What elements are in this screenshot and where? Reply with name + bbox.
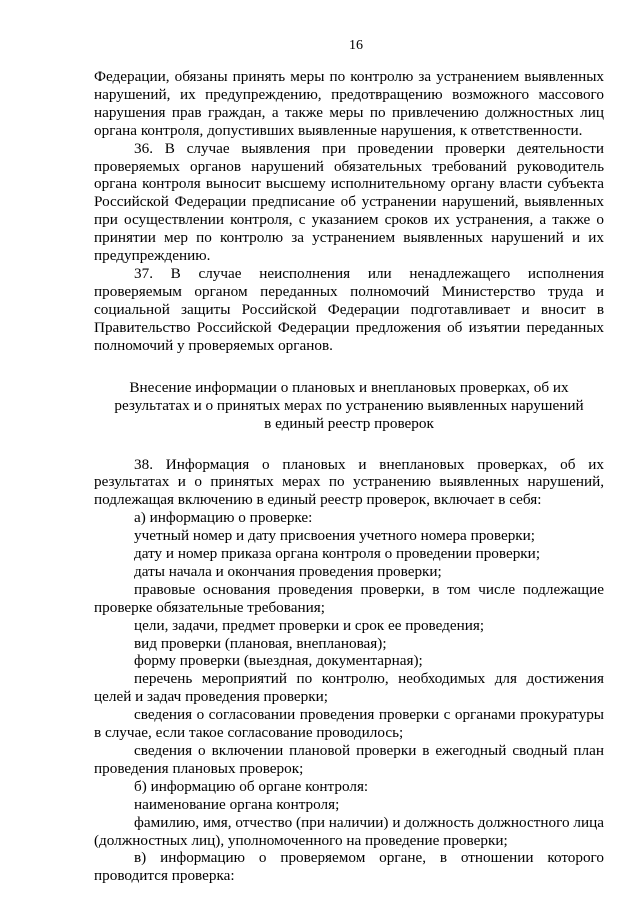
- paragraph-37: 37. В случае неисполнения или ненадлежащего исполнения проверяемым органом переданных полномочий Министерство труда и социальной защиты Российской Федерации подготавливает и вносит в Правительство Российской Федерации предложения об изъятии переданных полномочий у проверяемых органов.: [94, 264, 604, 354]
- section-heading-line: в единый реестр проверок: [264, 414, 434, 432]
- paragraph-continuation: Федерации, обязаны принять меры по контролю за устранением выявленных нарушений, их предупреждению, предотвращению возможного массового нарушения прав граждан, а также меры по привлечению должностных лиц органа контроля, допустивших выявленные нарушения, к ответственности.: [94, 68, 604, 139]
- section-heading: [94, 379, 604, 433]
- list-item: сведения о включении плановой проверки в ежегодный сводный план проведения плановых проверок;: [94, 742, 604, 777]
- document-page: [94, 38, 604, 885]
- page-number: 16: [349, 38, 363, 53]
- list-item: наименование органа контроля;: [134, 795, 340, 813]
- list-item: фамилию, имя, отчество (при наличии) и должность должностного лица (должностных лиц), уполномоченного на проведение проверки;: [94, 813, 604, 849]
- section-heading-line: результатах и о принятых мерах по устранению выявленных нарушений: [114, 396, 584, 414]
- list-item: даты начала и окончания проведения проверки;: [134, 562, 442, 580]
- paragraph-36: 36. В случае выявления при проведении проверки деятельности проверяемых органов нарушений обязательных требований руководитель органа контроля выносит высшему исполнительному органу власти субъекта Российской Федерации предписание об устранении нарушений, выявленных при осуществлении контроля, с указанием сроков их устранения, а также о принятии мер по контролю за устранением выявленных нарушений и их предупреждению.: [94, 139, 604, 265]
- list-item: учетный номер и дату присвоения учетного номера проверки;: [134, 527, 536, 545]
- list-item: форму проверки (выездная, документарная);: [134, 652, 423, 670]
- list-item-a: а) информацию о проверке:: [134, 509, 313, 527]
- list-item-v: в) информацию о проверяемом органе, в отношении которого проводится проверка:: [94, 849, 604, 885]
- section-heading-line: Внесение информации о плановых и внеплановых проверках, об их: [129, 378, 569, 396]
- list-item: правовые основания проведения проверки, в том числе подлежащие проверке обязательные требования;: [94, 580, 604, 616]
- list-item: перечень мероприятий по контролю, необходимых для достижения целей и задач проведения проверки;: [94, 670, 604, 706]
- paragraph-38: 38. Информация о плановых и внеплановых проверках, об их результатах и о принятых мерах по устранению выявленных нарушений, подлежащая включению в единый реестр проверок, включает в себя:: [94, 455, 604, 509]
- list-item: дату и номер приказа органа контроля о проведении проверки;: [134, 545, 541, 563]
- list-item: сведения о согласовании проведения проверки с органами прокуратуры в случае, если такое согласование проводилось;: [94, 706, 604, 742]
- list-item-b: б) информацию об органе контроля:: [134, 777, 369, 795]
- list-item: цели, задачи, предмет проверки и срок ее проведения;: [134, 616, 485, 634]
- list-item: вид проверки (плановая, внеплановая);: [134, 634, 387, 652]
